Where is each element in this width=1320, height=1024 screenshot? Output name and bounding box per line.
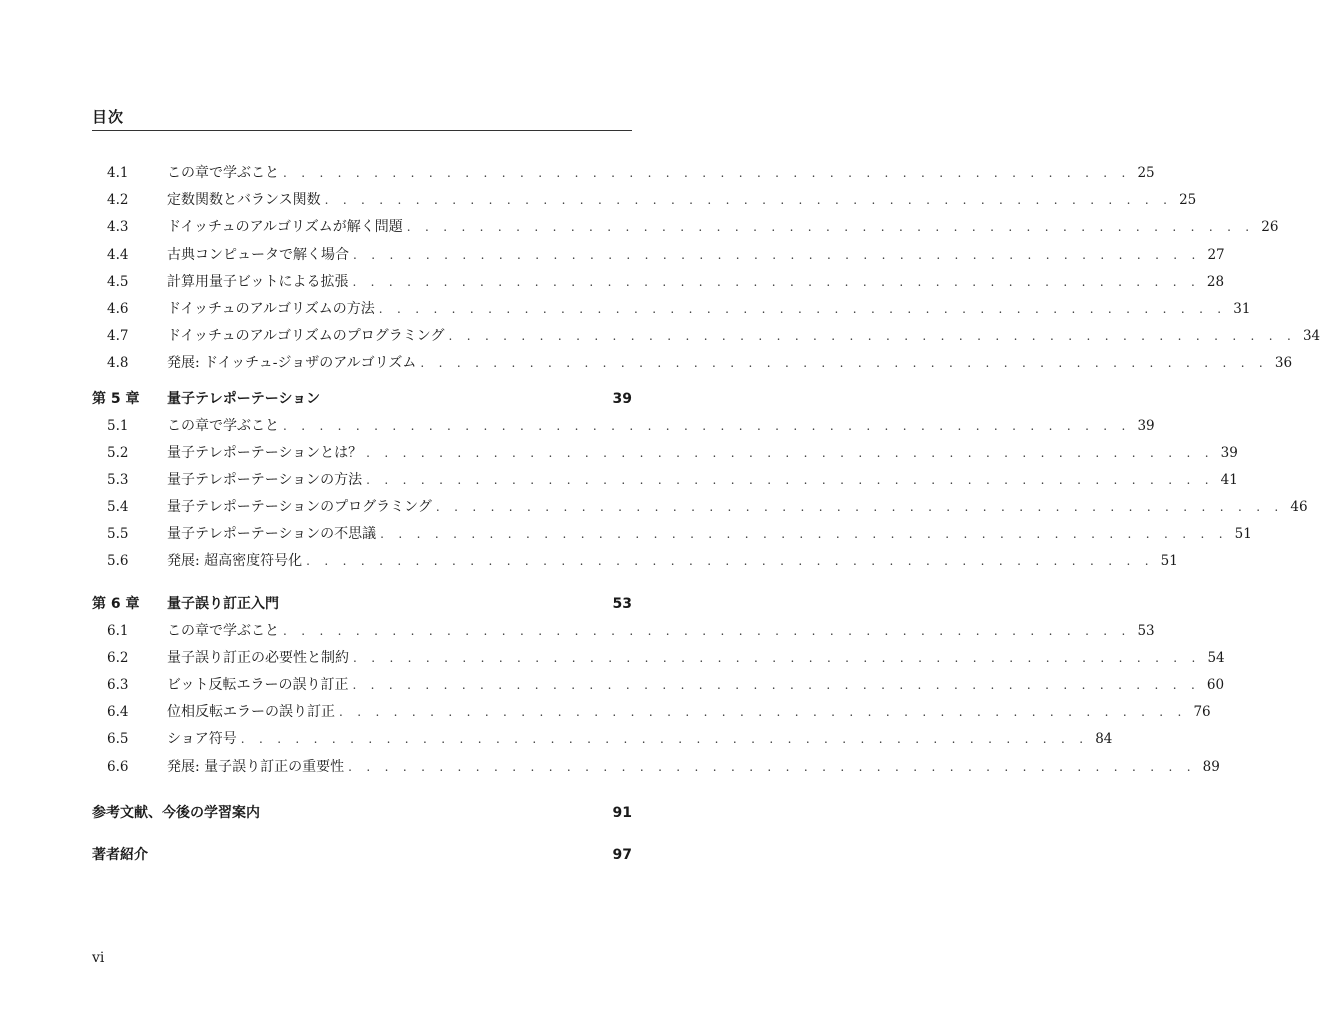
section-number: 6.2 bbox=[107, 649, 129, 666]
leader-dots: . . . . . . . . . . . . . . . . . . . . . . . . . . . . . . . . . . . . . . . . . . . . . . . bbox=[380, 527, 1228, 542]
toc-entry-4-8[interactable] bbox=[92, 350, 1293, 377]
section-title: 量子誤り訂正の必要性と制約 bbox=[167, 649, 349, 666]
leader-dots: . . . . . . . . . . . . . . . . . . . . . . . . . . . . . . . . . . . . . . . . . . . . . . . bbox=[353, 650, 1201, 665]
leader-dots: . . . . . . . . . . . . . . . . . . . . . . . . . . . . . . . . . . . . . . . . . . . . . . . bbox=[378, 301, 1227, 316]
toc-entry-5-5[interactable] bbox=[92, 521, 1252, 548]
section-page: 89 bbox=[1202, 758, 1220, 775]
chapter-page: 53 bbox=[612, 595, 632, 612]
leader-dots: . . . . . . . . . . . . . . . . . . . . . . . . . . . . . . . . . . . . . . . . . . . . . . . bbox=[324, 193, 1173, 208]
section-number: 5.1 bbox=[107, 417, 129, 434]
toc-entry-5-3[interactable] bbox=[92, 467, 1238, 494]
section-page: 26 bbox=[1261, 219, 1279, 236]
section-number: 4.2 bbox=[107, 192, 129, 209]
section-title: 位相反転エラーの誤り訂正 bbox=[167, 704, 335, 721]
section-number: 5.3 bbox=[107, 471, 129, 488]
toc-entry-5-2[interactable] bbox=[92, 440, 1238, 467]
leader-dots: . . . . . . . . . . . . . . . . . . . . . . . . . . . . . . . . . . . . . . . . . . . . . . . bbox=[366, 445, 1214, 460]
section-title: ドイッチュのアルゴリズムのプログラミング bbox=[167, 328, 445, 345]
author-title: 著者紹介 bbox=[92, 846, 148, 863]
toc-entry-6-6[interactable] bbox=[92, 754, 1220, 781]
section-number: 4.8 bbox=[107, 355, 129, 372]
leader-dots: . . . . . . . . . . . . . . . . . . . . . . . . . . . . . . . . . . . . . . . . . . . . . . . bbox=[435, 500, 1284, 515]
leader-dots: . . . . . . . . . . . . . . . . . . . . . . . . . . . . . . . . . . . . . . . . . . . . . . . bbox=[352, 274, 1201, 289]
section-page: 27 bbox=[1207, 246, 1225, 263]
chapter-6 bbox=[92, 591, 1225, 781]
leader-dots: . . . . . . . . . . . . . . . . . . . . . . . . . . . . . . . . . . . . . . . . . . . . . . . bbox=[420, 356, 1269, 371]
section-title: ショア符号 bbox=[167, 731, 237, 748]
leader-dots: . . . . . . . . . . . . . . . . . . . . . . . . . . . . . . . . . . . . . . . . . . . . . . . bbox=[352, 678, 1201, 692]
section-page: 36 bbox=[1274, 355, 1293, 372]
references-title: 参考文献、今後の学習案内 bbox=[92, 804, 260, 821]
running-header bbox=[92, 104, 632, 131]
page-title: 目次 bbox=[92, 108, 125, 126]
toc-entry-6-2[interactable] bbox=[92, 645, 1225, 672]
section-title: 量子テレポーテーションのプログラミング bbox=[167, 499, 432, 516]
leader-dots: . . . . . . . . . . . . . . . . . . . . . . . . . . . . . . . . . . . . . . . . . . . . . . . bbox=[306, 554, 1154, 569]
section-page: 51 bbox=[1234, 526, 1252, 543]
chapter-number: 第 6 章 bbox=[92, 595, 140, 612]
leader-dots: . . . . . . . . . . . . . . . . . . . . . . . . . . . . . . . . . . . . . . . . . . . . . . . bbox=[283, 623, 1131, 638]
toc-entry-4-4[interactable] bbox=[92, 242, 1225, 269]
chapter-title: 量子誤り訂正入門 bbox=[167, 595, 279, 612]
chapter-page: 39 bbox=[612, 390, 632, 407]
section-title: この章で学ぶこと bbox=[167, 622, 279, 639]
chapter-5 bbox=[92, 386, 1308, 576]
section-number: 6.3 bbox=[107, 677, 129, 693]
toc-entry-references[interactable] bbox=[92, 799, 632, 827]
leader-dots: . . . . . . . . . . . . . . . . . . . . . . . . . . . . . . . . . . . . . . . . . . . . . . . bbox=[339, 705, 1187, 720]
toc-entry-4-3[interactable] bbox=[92, 214, 1279, 241]
section-number: 4.7 bbox=[107, 328, 129, 345]
section-page: 25 bbox=[1179, 192, 1197, 209]
section-title: 発展: 超高密度符号化 bbox=[167, 553, 303, 570]
leader-dots: . . . . . . . . . . . . . . . . . . . . . . . . . . . . . . . . . . . . . . . . . . . . . . . bbox=[353, 247, 1201, 262]
section-title: 量子テレポーテーションの方法 bbox=[167, 471, 363, 488]
section-number: 4.3 bbox=[107, 219, 129, 236]
leader-dots: . . . . . . . . . . . . . . . . . . . . . . . . . . . . . . . . . . . . . . . . . . . . . . . bbox=[283, 166, 1131, 180]
toc-entry-6-4[interactable] bbox=[92, 699, 1211, 726]
section-title: 量子テレポーテーションの不思議 bbox=[167, 526, 377, 543]
chapter-heading[interactable] bbox=[92, 386, 632, 413]
section-number: 6.6 bbox=[107, 758, 129, 775]
section-number: 6.5 bbox=[107, 731, 129, 748]
leader-dots: . . . . . . . . . . . . . . . . . . . . . . . . . . . . . . . . . . . . . . . . . . . . . . . bbox=[283, 418, 1131, 433]
section-number: 6.4 bbox=[107, 704, 129, 721]
leader-dots: . . . . . . . . . . . . . . . . . . . . . . . . . . . . . . . . . . . . . . . . . . . . . . . bbox=[448, 329, 1297, 344]
section-title: 発展: 量子誤り訂正の重要性 bbox=[167, 758, 345, 775]
chapter-number: 第 5 章 bbox=[92, 390, 140, 407]
section-title: 発展: ドイッチュ-ジョザのアルゴリズム bbox=[167, 355, 417, 372]
section-title: 古典コンピュータで解く場合 bbox=[167, 246, 349, 263]
toc-entry-6-1[interactable] bbox=[92, 618, 1155, 645]
table-of-contents bbox=[92, 160, 1320, 869]
section-number: 4.1 bbox=[107, 165, 129, 181]
chapter-4-sections bbox=[92, 160, 1320, 378]
leader-dots: . . . . . . . . . . . . . . . . . . . . . . . . . . . . . . . . . . . . . . . . . . . . . . . bbox=[348, 759, 1196, 774]
toc-entry-4-2[interactable] bbox=[92, 187, 1197, 214]
section-page: 46 bbox=[1290, 499, 1308, 516]
section-page: 28 bbox=[1206, 273, 1225, 290]
section-page: 54 bbox=[1207, 649, 1225, 666]
section-page: 39 bbox=[1220, 444, 1238, 461]
section-number: 4.6 bbox=[107, 300, 129, 317]
section-page: 41 bbox=[1220, 471, 1238, 488]
section-number: 4.4 bbox=[107, 246, 129, 263]
section-page: 60 bbox=[1206, 677, 1225, 693]
references-page: 91 bbox=[612, 804, 632, 821]
leader-dots: . . . . . . . . . . . . . . . . . . . . . . . . . . . . . . . . . . . . . . . . . . . . . . . bbox=[366, 472, 1214, 487]
toc-entry-5-1[interactable] bbox=[92, 413, 1155, 440]
section-page: 39 bbox=[1137, 417, 1155, 434]
section-title: この章で学ぶこと bbox=[167, 165, 279, 181]
leader-dots: . . . . . . . . . . . . . . . . . . . . . . . . . . . . . . . . . . . . . . . . . . . . . . . bbox=[240, 732, 1089, 747]
section-page: 34 bbox=[1302, 328, 1320, 345]
author-page: 97 bbox=[612, 846, 632, 863]
toc-entry-6-3[interactable] bbox=[92, 672, 1225, 699]
toc-entry-4-5[interactable] bbox=[92, 269, 1225, 296]
section-title: 計算用量子ビットによる拡張 bbox=[167, 273, 349, 290]
section-title: 量子テレポーテーションとは？ bbox=[167, 444, 363, 461]
section-number: 4.5 bbox=[107, 273, 129, 290]
section-number: 5.5 bbox=[107, 526, 129, 543]
section-title: ドイッチュのアルゴリズムの方法 bbox=[167, 300, 375, 317]
section-title: 定数関数とバランス関数 bbox=[167, 192, 321, 209]
chapter-heading[interactable] bbox=[92, 591, 632, 618]
section-page: 31 bbox=[1233, 300, 1251, 317]
section-title: ドイッチュのアルゴリズムが解く問題 bbox=[167, 219, 403, 236]
leader-dots: . . . . . . . . . . . . . . . . . . . . . . . . . . . . . . . . . . . . . . . . . . . . . . . bbox=[406, 220, 1255, 235]
section-number: 5.6 bbox=[107, 553, 129, 570]
toc-entry-5-4[interactable] bbox=[92, 494, 1308, 521]
toc-entry-5-6[interactable] bbox=[92, 548, 1178, 575]
section-page: 53 bbox=[1137, 622, 1155, 639]
section-number: 6.1 bbox=[107, 622, 129, 639]
toc-entry-author[interactable] bbox=[92, 841, 632, 869]
section-number: 5.2 bbox=[107, 444, 129, 461]
section-page: 25 bbox=[1137, 165, 1155, 181]
toc-entry-6-5[interactable] bbox=[92, 726, 1113, 753]
section-page: 84 bbox=[1095, 731, 1113, 748]
section-page: 51 bbox=[1160, 553, 1178, 570]
toc-entry-4-1[interactable] bbox=[92, 160, 1155, 187]
section-title: この章で学ぶこと bbox=[167, 417, 279, 434]
chapter-title: 量子テレポーテーション bbox=[167, 390, 321, 407]
section-number: 5.4 bbox=[107, 499, 129, 516]
toc-entry-4-6[interactable] bbox=[92, 296, 1251, 323]
toc-entry-4-7[interactable] bbox=[92, 323, 1320, 350]
page-number: vi bbox=[92, 950, 105, 966]
section-title: ビット反転エラーの誤り訂正 bbox=[167, 677, 349, 693]
section-page: 76 bbox=[1193, 704, 1211, 721]
